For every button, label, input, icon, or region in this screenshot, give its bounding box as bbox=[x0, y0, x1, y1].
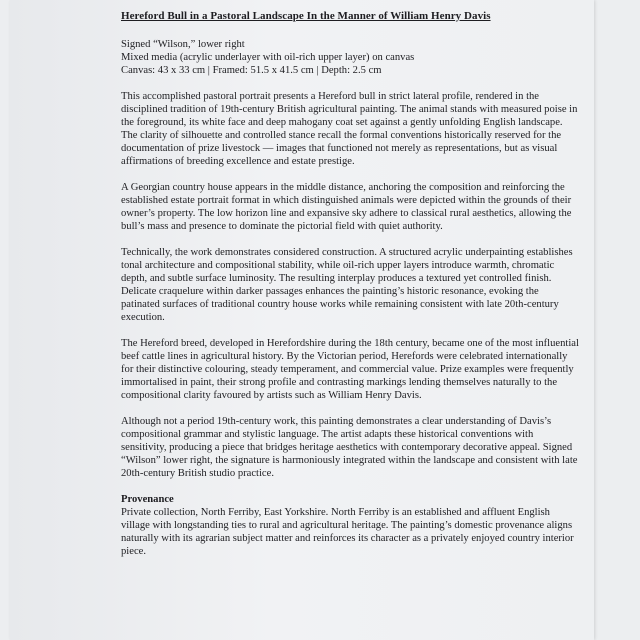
paragraph-intro: This accomplished pastoral portrait presents a Hereford bull in strict lateral profile, rendered in the disciplined tradition of 19th-century British agricultural painting. The animal stands with measured poise in the foreground, its white face and deep mahogany coat set against a gently unfolding English landscape. The clarity of silhouette and controlled stance recall the formal conventions historically reserved for the documentation of prize livestock — images that functioned not merely as representations, but as visual affirmations of breeding excellence and estate prestige. bbox=[121, 91, 578, 167]
document-body bbox=[121, 10, 579, 558]
artwork-details bbox=[121, 38, 579, 77]
provenance-heading: Provenance bbox=[121, 494, 174, 505]
paragraph-country-house: A Georgian country house appears in the middle distance, anchoring the composition and reinforcing the established estate portrait format in which distinguished animals were depicted within the grounds of their owner’s property. The low horizon line and expansive sky adhere to classical rural aesthetics, allowing the bull’s mass and presence to dominate the pictorial field with quiet authority. bbox=[121, 182, 572, 232]
document-title: Hereford Bull in a Pastoral Landscape In the Manner of William Henry Davis bbox=[121, 10, 491, 22]
paragraph-breed-history: The Hereford breed, developed in Herefordshire during the 18th century, became one of the most influential beef cattle lines in agricultural history. By the Victorian period, Herefords were celebrated internationally for their distinctive colouring, steady temperament, and commercial value. Prize examples were frequently immortalised in paint, their strong profile and contrasting markings lending themselves naturally to the compositional clarity favoured by artists such as William Henry Davis. bbox=[121, 338, 579, 401]
paragraph-attribution: Although not a period 19th-century work, this painting demonstrates a clear understanding of Davis’s compositional grammar and stylistic language. The artist adapts these historical conventions with sensitivity, producing a piece that bridges heritage aesthetics with contemporary decorative appeal. Signed “Wilson” lower right, the signature is harmoniously integrated within the landscape and consistent with late 20th-century British studio practice. bbox=[121, 416, 578, 479]
paragraph-technique: Technically, the work demonstrates considered construction. A structured acrylic underpainting establishes tonal architecture and compositional stability, while oil-rich upper layers introduce warmth, chromatic depth, and subtle surface luminosity. The resulting interplay produces a textured yet controlled finish. Delicate craquelure within darker passages enhances the painting’s historic resonance, evoking the patinated surfaces of traditional country house works while remaining consistent with late 20th-century execution. bbox=[121, 247, 573, 323]
medium-line: Mixed media (acrylic underlayer with oil-rich upper layer) on canvas bbox=[121, 52, 415, 63]
signature-line: Signed “Wilson,” lower right bbox=[121, 39, 245, 50]
dimensions-line: Canvas: 43 x 33 cm | Framed: 51.5 x 41.5 cm | Depth: 2.5 cm bbox=[121, 65, 382, 76]
provenance-body: Private collection, North Ferriby, East Yorkshire. North Ferriby is an established and affluent English village with longstanding ties to rural and agricultural heritage. The painting’s domestic provenance aligns naturally with its agrarian subject matter and reinforces its character as a privately enjoyed country interior piece. bbox=[121, 507, 574, 557]
